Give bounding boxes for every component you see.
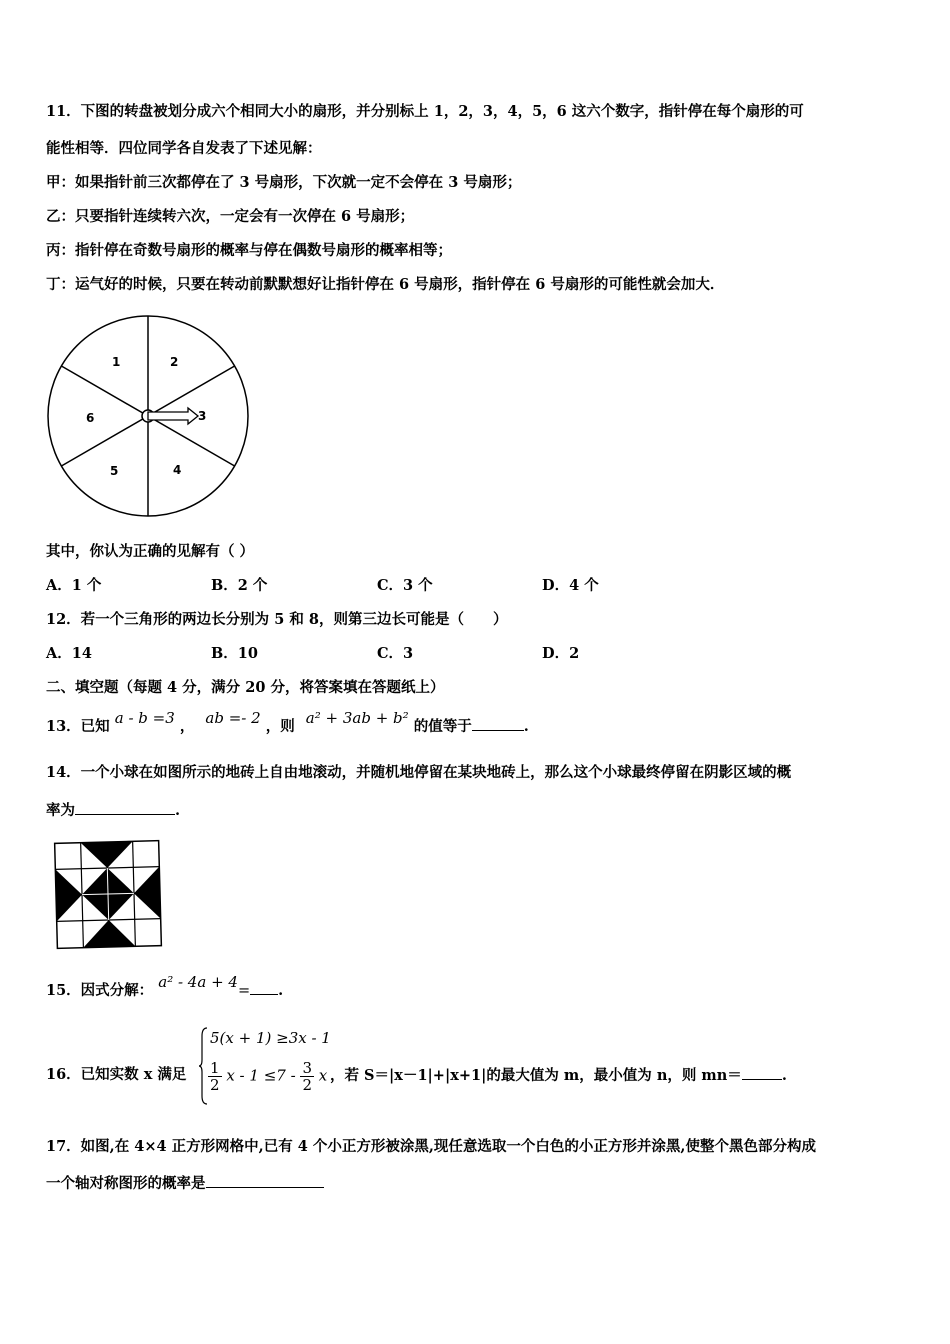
q17-prefix: 一个轴对称图形的概率是 [46, 1175, 206, 1192]
q11-option-b: B．2 个 [211, 577, 268, 594]
tile-figure [52, 838, 164, 952]
q16-prefix: 16．已知实数 x 满足 [46, 1066, 187, 1083]
q13-mid: ，则 [265, 718, 295, 735]
q16-tail [330, 1065, 787, 1086]
q11-option-a: A．1 个 [46, 577, 102, 594]
q16-frac1-den: 2 [210, 1076, 220, 1094]
spinner-label-4: 4 [173, 463, 182, 477]
q15 [46, 973, 284, 1001]
q17-line2 [46, 1173, 324, 1194]
q16-suffix: ，若 S＝|x－1|+|x+1|的最大值为 m，最小值为 n，则 mn＝ [330, 1067, 742, 1084]
q16-frac2-den: 2 [302, 1076, 312, 1094]
spinner-label-1: 1 [112, 355, 121, 369]
q14-end: . [175, 802, 181, 819]
q12-option-b: B．10 [211, 645, 258, 662]
q13-suffix: 的值等于 [413, 718, 472, 735]
q15-prefix: 15．因式分解： [46, 982, 154, 999]
q13-expr2: ab =- 2 [205, 709, 261, 727]
spinner-label-6: 6 [86, 411, 95, 425]
q13-expr3: a² + 3ab + b² [305, 709, 409, 727]
q17-answer-blank[interactable] [206, 1173, 324, 1188]
q13-sep: ， [179, 718, 195, 735]
section-title: 二、填空题（每题 4 分，满分 20 分，将答案填在答题纸上） [46, 679, 445, 696]
q16-ineq2-mid: x - 1 ≤7 - [226, 1066, 296, 1085]
q16-ineq1: 5(x + 1) ≥3x - 1 [210, 1029, 331, 1047]
q17-line1: 17．如图,在 4×4 正方形网格中,已有 4 个小正方形被涂黑,现任意选取一个白色的小正方形并涂黑,使整个黑色部分构成 [46, 1138, 816, 1155]
q11-question: 其中，你认为正确的见解有（ ） [46, 543, 255, 560]
q13-answer-blank[interactable] [472, 716, 524, 731]
q11-line2: 能性相等．四位同学各自发表了下述见解： [46, 140, 322, 157]
q15-end: . [278, 982, 284, 999]
spinner-figure [40, 312, 256, 524]
q12-option-a: A．14 [46, 645, 92, 662]
q16-frac1-num: 1 [210, 1059, 220, 1077]
spinner-label-5: 5 [110, 464, 119, 478]
q11-option-d: D．4 个 [542, 577, 599, 594]
q13-prefix: 13．已知 [46, 718, 110, 735]
q13-end: . [523, 718, 529, 735]
q16-ineq2-end: x [318, 1066, 328, 1085]
q11-view-bing: 丙：指针停在奇数号扇形的概率与停在偶数号扇形的概率相等； [46, 242, 452, 259]
q13 [46, 709, 529, 737]
q15-expr: a² - 4a + 4 [158, 973, 238, 991]
q12-option-c: C．3 [377, 645, 414, 662]
q16-frac2-num: 3 [302, 1059, 312, 1077]
q11-view-ding: 丁：运气好的时候，只要在转动前默默想好让指针停在 6 号扇形，指针停在 6 号扇形的可能性就会加大． [46, 276, 725, 293]
q12-text: 12．若一个三角形的两边长分别为 5 和 8，则第三边长可能是（ ） [46, 611, 508, 628]
q11-line1: 11．下图的转盘被划分成六个相同大小的扇形，并分别标上 1，2，3，4，5，6 这六个数字，指针停在每个扇形的可 [46, 103, 804, 120]
q15-eq: = [237, 983, 251, 999]
q16-answer-blank[interactable] [742, 1065, 782, 1080]
q14-answer-blank[interactable] [75, 800, 175, 815]
q16-end: . [781, 1067, 787, 1084]
spinner-label-3: 3 [198, 409, 207, 423]
q12-option-d: D．2 [542, 645, 580, 662]
q11-option-c: C．3 个 [377, 577, 433, 594]
q16-inequality-system [198, 1026, 338, 1106]
spinner-label-2: 2 [170, 355, 179, 369]
q11-view-yi: 乙：只要指针连续转六次，一定会有一次停在 6 号扇形； [46, 208, 415, 225]
q11-view-jia: 甲：如果指针前三次都停在了 3 号扇形，下次就一定不会停在 3 号扇形； [46, 174, 522, 191]
q14-prefix: 率为 [46, 802, 75, 819]
q15-answer-blank[interactable] [250, 980, 278, 995]
q13-expr1: a - b =3 [114, 709, 175, 727]
q14-line2 [46, 800, 180, 821]
q16-ineq2 [208, 1060, 327, 1093]
q14-line1: 14．一个小球在如图所示的地砖上自由地滚动，并随机地停留在某块地砖上，那么这个小球最终停留在阴影区域的概 [46, 764, 792, 781]
brace-icon [198, 1026, 208, 1106]
